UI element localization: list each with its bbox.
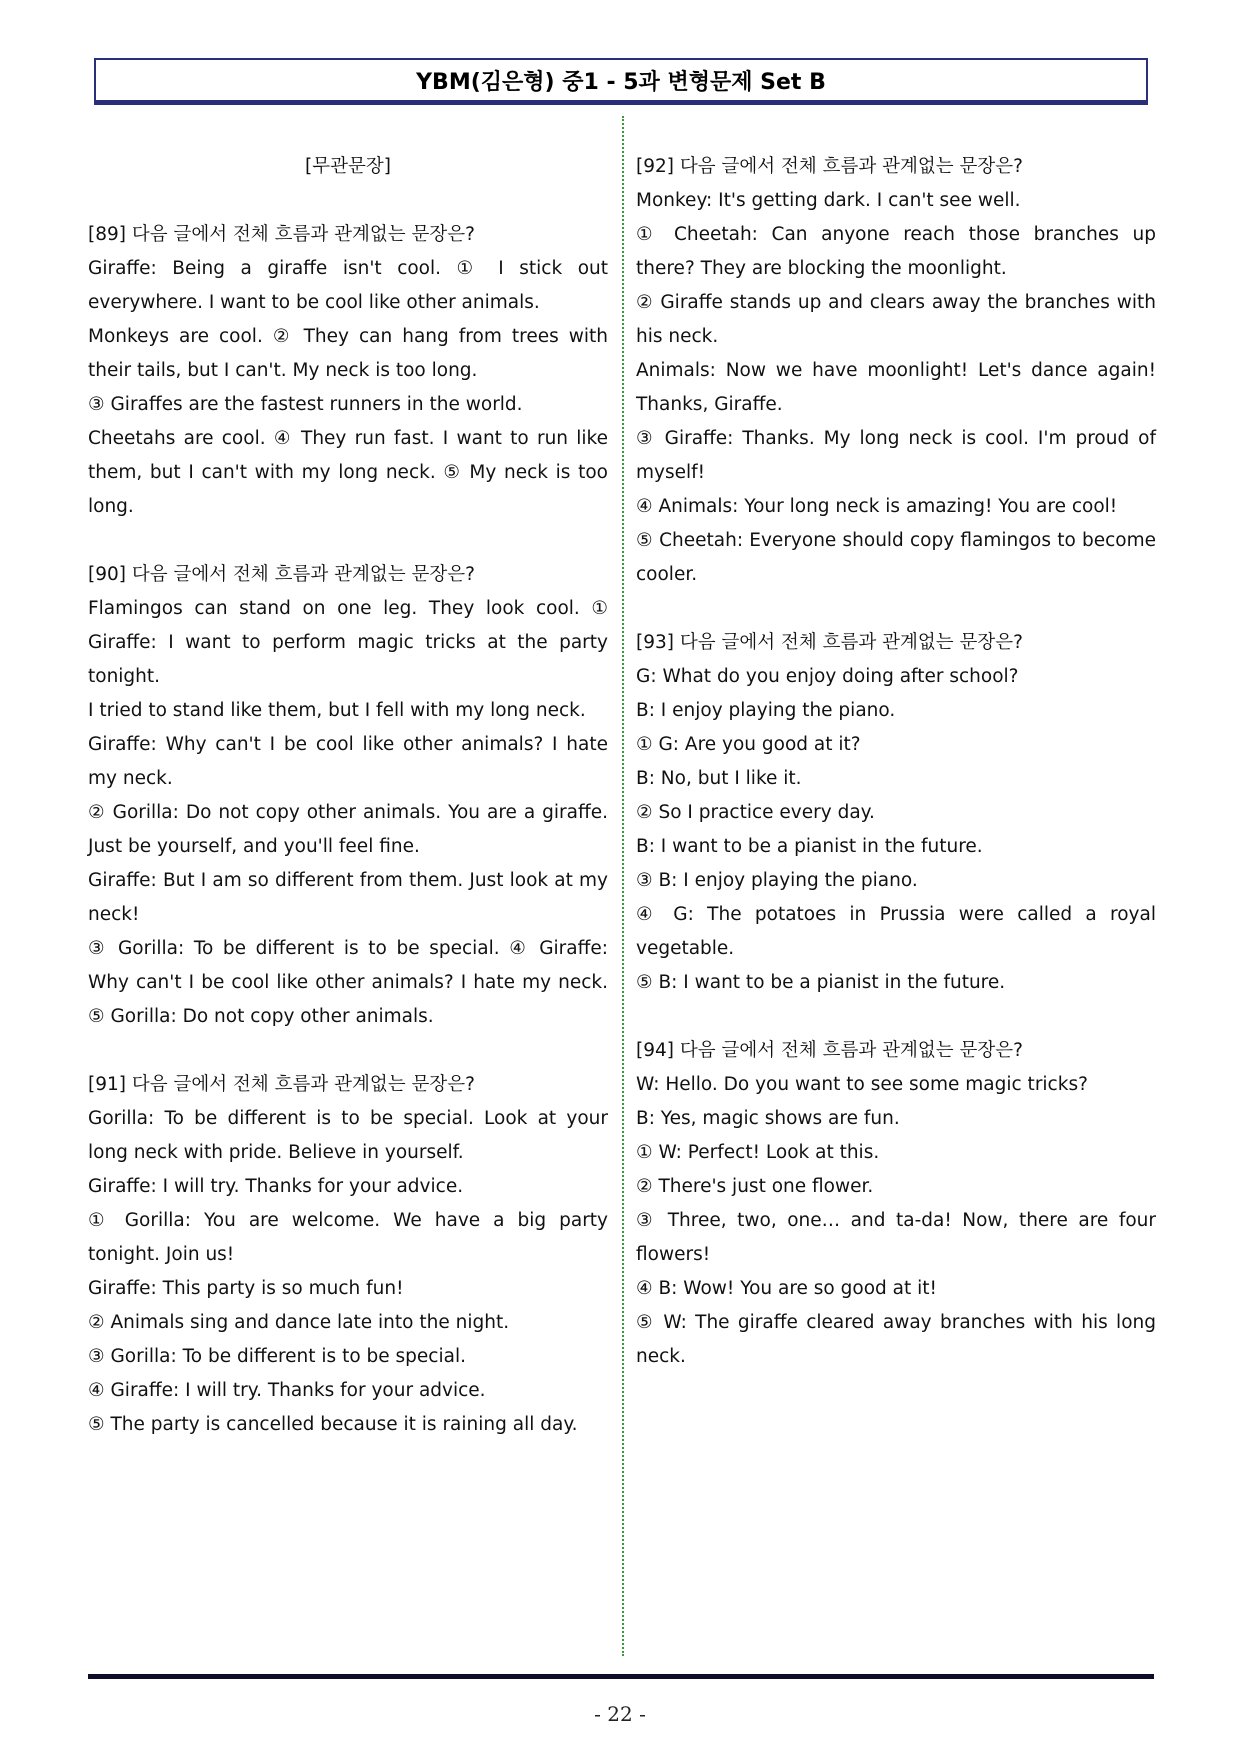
question-line: ⑤ The party is cancelled because it is raining all day. [88, 1414, 578, 1435]
question-line: ③ Giraffe: Thanks. My long neck is cool. I'm proud of myself! [636, 428, 1156, 483]
question-89 [88, 218, 608, 524]
question-line: ② Animals sing and dance late into the night. [88, 1312, 510, 1333]
question-94 [636, 1034, 1156, 1374]
spacer [636, 1000, 1156, 1034]
question-line: Gorilla: To be different is to be special. Look at your long neck with pride. Believe in yourself. [88, 1108, 608, 1163]
question-line: Giraffe: Why can't I be cool like other animals? I hate my neck. [88, 734, 608, 789]
question-91 [88, 1068, 608, 1442]
question-line: Monkeys are cool. ② They can hang from trees with their tails, but I can't. My neck is too long. [88, 326, 608, 381]
question-line: Monkey: It's getting dark. I can't see well. [636, 190, 1021, 211]
question-93 [636, 626, 1156, 1000]
question-line: ② Giraffe stands up and clears away the branches with his neck. [636, 292, 1156, 347]
question-line: Cheetahs are cool. ④ They run fast. I want to run like them, but I can't with my long neck. ⑤ My neck is too long. [88, 428, 608, 517]
question-line: ② There's just one flower. [636, 1176, 874, 1197]
section-label: [무관문장] [305, 156, 391, 177]
footer-rule [88, 1674, 1154, 1679]
spacer [88, 184, 608, 218]
question-line: ③ Giraffes are the fastest runners in the world. [88, 394, 523, 415]
question-line: ④ B: Wow! You are so good at it! [636, 1278, 937, 1299]
question-prompt: [90] 다음 글에서 전체 흐름과 관계없는 문장은? [88, 564, 475, 585]
question-line: Giraffe: But I am so different from them. Just look at my neck! [88, 870, 608, 925]
question-line: ⑤ W: The giraffe cleared away branches with his long neck. [636, 1312, 1156, 1367]
document-title [94, 58, 1148, 102]
question-line: B: No, but I like it. [636, 768, 802, 789]
question-90 [88, 558, 608, 1034]
column-divider [622, 116, 624, 1656]
spacer [88, 524, 608, 558]
question-line: G: What do you enjoy doing after school? [636, 666, 1019, 687]
question-line: ③ Three, two, one… and ta-da! Now, there are four flowers! [636, 1210, 1156, 1265]
question-line: B: I enjoy playing the piano. [636, 700, 896, 721]
question-line: ① Cheetah: Can anyone reach those branches up there? They are blocking the moonlight. [636, 224, 1156, 279]
question-line: ③ Gorilla: To be different is to be special. [88, 1346, 466, 1367]
spacer [88, 1034, 608, 1068]
page-number: - 22 - [594, 1702, 646, 1726]
question-line: Animals: Now we have moonlight! Let's dance again! Thanks, Giraffe. [636, 360, 1156, 415]
question-line: ② So I practice every day. [636, 802, 875, 823]
question-line: ④ G: The potatoes in Prussia were called a royal vegetable. [636, 904, 1156, 959]
document-title-text: YBM(김은형) 중1 - 5과 변형문제 Set B [416, 69, 826, 95]
question-line: ④ Animals: Your long neck is amazing! You are cool! [636, 496, 1118, 517]
question-line: I tried to stand like them, but I fell with my long neck. [88, 700, 586, 721]
question-line: W: Hello. Do you want to see some magic tricks? [636, 1074, 1088, 1095]
question-line: B: Yes, magic shows are fun. [636, 1108, 900, 1129]
question-line: Flamingos can stand on one leg. They look cool. ① Giraffe: I want to perform magic tricks at the party tonight. [88, 598, 608, 687]
question-line: ⑤ B: I want to be a pianist in the future. [636, 972, 1006, 993]
question-line: ⑤ Cheetah: Everyone should copy flamingos to become cooler. [636, 530, 1156, 585]
question-prompt: [94] 다음 글에서 전체 흐름과 관계없는 문장은? [636, 1040, 1023, 1061]
question-line: ① Gorilla: You are welcome. We have a big party tonight. Join us! [88, 1210, 608, 1265]
question-line: ③ B: I enjoy playing the piano. [636, 870, 918, 891]
left-column [88, 150, 608, 1442]
question-prompt: [91] 다음 글에서 전체 흐름과 관계없는 문장은? [88, 1074, 475, 1095]
question-line: Giraffe: Being a giraffe isn't cool. ① I stick out everywhere. I want to be cool like other animals. [88, 258, 608, 313]
question-line: ① W: Perfect! Look at this. [636, 1142, 880, 1163]
question-line: ① G: Are you good at it? [636, 734, 861, 755]
right-column [636, 150, 1156, 1374]
spacer [636, 592, 1156, 626]
question-line: B: I want to be a pianist in the future. [636, 836, 983, 857]
question-line: Giraffe: This party is so much fun! [88, 1278, 404, 1299]
question-prompt: [93] 다음 글에서 전체 흐름과 관계없는 문장은? [636, 632, 1023, 653]
question-prompt: [92] 다음 글에서 전체 흐름과 관계없는 문장은? [636, 156, 1023, 177]
question-line: Giraffe: I will try. Thanks for your advice. [88, 1176, 464, 1197]
question-prompt: [89] 다음 글에서 전체 흐름과 관계없는 문장은? [88, 224, 475, 245]
question-line: ② Gorilla: Do not copy other animals. You are a giraffe. Just be yourself, and you'll feel fine. [88, 802, 608, 857]
question-line: ④ Giraffe: I will try. Thanks for your advice. [88, 1380, 486, 1401]
question-line: ③ Gorilla: To be different is to be special. ④ Giraffe: Why can't I be cool like other animals? I hate my neck. ⑤ Gorilla: Do not copy other animals. [88, 938, 608, 1027]
question-92 [636, 150, 1156, 592]
